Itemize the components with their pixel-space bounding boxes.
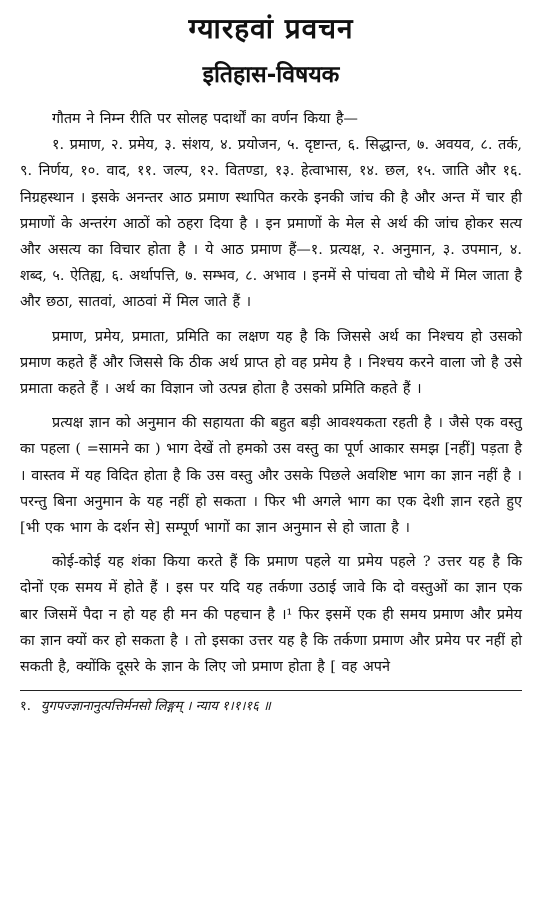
footnote-divider [20, 690, 522, 691]
paragraph-intro: गौतम ने निम्न रीति पर सोलह पदार्थों का वर्णन किया है— [52, 111, 358, 127]
paragraph-categories: १. प्रमाण, २. प्रमेय, ३. संशय, ४. प्रयोजन, ५. दृष्टान्त, ६. सिद्धान्त, ७. अवयव, ८. तर्क, ९. निर्णय, १०. वाद, ११. जल्प, १२. वितण्डा, १३. हेत्वाभास, १४. छल, १५. जाति और १६. निग्रहस्थान । इसके अनन्तर आठ प्रमाण स्थापित करके इनकी जांच की है और अन्त में चार ही प्रमाणों के अन्तरंग आठों को ठहरा दिया है । इन प्रमाणों के मेल से अर्थ की जांच होकर सत्य और असत्य का विचार होता है । ये आठ प्रमाण हैं—१. प्रत्यक्ष, २. अनुमान, ३. उपमान, ४. शब्द, ५. ऐतिह्य, ६. अर्थापत्ति, ७. सम्भव, ८. अभाव । इनमें से पांचवा तो चौथे में मिल जाता है और छठा, सातवां, आठवां में मिल जाते हैं । [20, 137, 522, 311]
book-page [0, 12, 538, 897]
paragraph-objection: कोई-कोई यह शंका किया करते हैं कि प्रमाण पहले या प्रमेय पहले ? उत्तर यह है कि दोनों एक समय में होते हैं । इस पर यदि यह तर्कणा उठाई जावे कि दो वस्तुओं का ज्ञान एक बार जिसमें पैदा न हो यह ही मन की पहचान है ।¹ फिर इसमें एक ही समय प्रमाण और प्रमेय का ज्ञान क्यों कर हो सकता है । तो इसका उत्तर यह है कि तर्कणा प्रमाण और प्रमेय पर नहीं हो सकती है, क्योंकि दूसरे के ज्ञान के लिए जो प्रमाण होता है [ वह अपने [20, 554, 522, 676]
chapter-title: ग्यारहवां प्रवचन [188, 12, 354, 45]
footnote-number: १. [20, 699, 31, 715]
footnote [20, 697, 522, 717]
footnote-text: युगपज्ज्ञानानुत्पत्तिर्मनसो लिङ्गम् । न्याय १।१।१६ ॥ [40, 699, 271, 715]
section-title: इतिहास-विषयक [202, 62, 340, 88]
paragraph-perception: प्रत्यक्ष ज्ञान को अनुमान की सहायता की बहुत बड़ी आवश्यकता रहती है । जैसे एक वस्तु का पहला ( =सामने का ) भाग देखें तो हमको उस वस्तु का पूर्ण आकार समझ [नहीं] पड़ता है । वास्तव में यह विदित होता है कि उस वस्तु और उसके पिछले अवशिष्ट भाग का ज्ञान नहीं है । परन्तु बिना अनुमान के यह नहीं हो सकता । फिर भी अगले भाग का एक देशी ज्ञान रहते हुए [भी एक भाग के दर्शन से] सम्पूर्ण भागों का ज्ञान अनुमान से हो जाता है । [20, 415, 522, 537]
paragraph-definitions: प्रमाण, प्रमेय, प्रमाता, प्रमिति का लक्षण यह है कि जिससे अर्थ का निश्चय हो उसको प्रमाण कहते हैं और जिससे कि ठीक अर्थ प्राप्त हो वह प्रमेय है । निश्चय करने वाला जो है उसे प्रमाता कहते हैं । अर्थ का विज्ञान जो उत्पन्न होता है उसको प्रमिति कहते हैं । [20, 328, 522, 398]
